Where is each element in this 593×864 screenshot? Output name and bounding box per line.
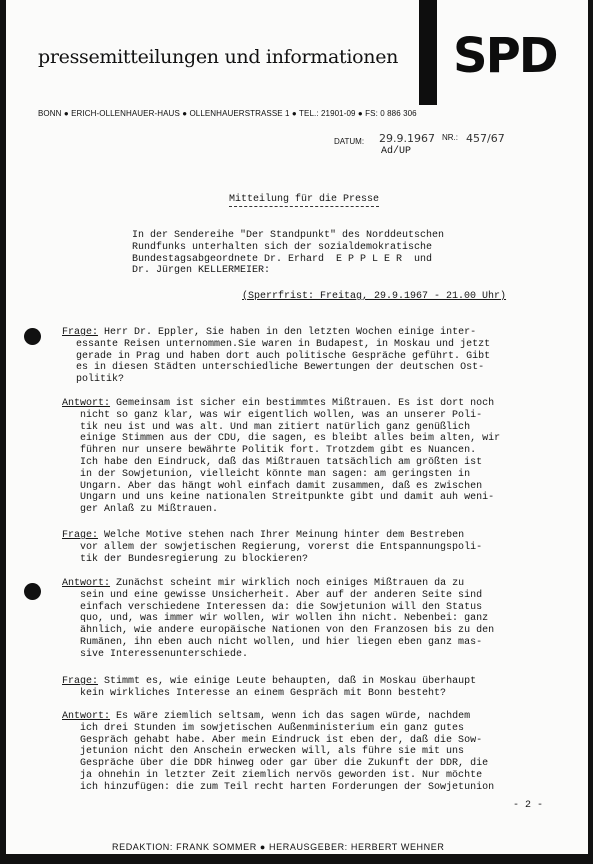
question-label: Frage:: [62, 530, 99, 541]
svg-text:SPD: SPD: [453, 28, 557, 84]
text-line: Ungarn. Aber das hängt wohl einfach damit zusammen, daß es zwischen: [80, 480, 483, 492]
text-line: Gespräch gehabt habe. Aber mein Eindruck ist eben der, daß die Sow-: [80, 734, 483, 746]
text-line: ähnlich, wie andere europäische Nationen von den Franzosen bis zu den: [80, 625, 495, 637]
text-line: essante Reisen unternommen.Sie waren in Budapest, in Moskau und jetzt: [76, 338, 491, 350]
text-line: tik der Bundesregierung zu blockieren?: [80, 553, 309, 565]
intro-line: In der Sendereihe "Der Standpunkt" des Norddeutschen: [132, 230, 445, 241]
text-line: es in diesen Städten unterschiedliche Bewertungen der deutschen Ost-: [76, 362, 485, 374]
scan-border-bottom: [0, 854, 593, 864]
answer-label: Antwort:: [62, 578, 111, 589]
answer-label: Antwort:: [62, 711, 111, 722]
nr-value: 457/67: [466, 132, 505, 145]
text-line: ich hinzufügen: die zum Teil recht harten Forderungen der Sowjetunion: [80, 781, 495, 793]
embargo-note: [242, 291, 506, 303]
question-block: [62, 327, 490, 386]
scan-border-right: [588, 0, 593, 864]
text-line: Zunächst scheint mir wirklich noch einiges Mißtrauen da zu: [110, 578, 465, 589]
text-line: quo, und, was immer wir wollen, wir wollen ihn nicht. Nebenbei: ganz: [80, 613, 489, 625]
text-line: gerade in Prag und haben dort auch politische Gespräche geführt. Gibt: [76, 350, 491, 362]
answer-block: [62, 711, 494, 794]
text-line: kein wirkliches Interesse an einem Gespräch mit Bonn besteht?: [80, 687, 447, 699]
answer-block: [62, 578, 494, 661]
text-line: sein und eine gewisse Unsicherheit. Aber auf der anderen Seite sind: [80, 589, 483, 601]
text-line: ger Anlaß zu Mißtrauen.: [80, 504, 219, 516]
text-line: Rumänen, ihn eben auch nicht wollen, und hier liegen eben ganz mas-: [80, 636, 483, 648]
footer-credits: REDAKTION: FRANK SOMMER ● HERAUSGEBER: HERBERT WEHNER: [112, 842, 445, 852]
intro-line: Bundestagsabgeordnete Dr. Erhard E P P L E R und: [132, 253, 433, 265]
masthead-bar: [419, 0, 437, 105]
nr-label: NR.:: [442, 133, 458, 142]
question-block: [62, 530, 482, 565]
text-line: Es wäre ziemlich seltsam, wenn ich das sagen würde, nachdem: [110, 711, 471, 722]
answer-block: [62, 398, 500, 516]
text-line: nicht so ganz klar, was wir eigentlich wollen, was an unserer Poli-: [80, 409, 483, 421]
text-line: tik neu ist und was alt. Und man zitiert natürlich ganz genüßlich: [80, 421, 471, 433]
punch-hole: [24, 583, 41, 600]
text-line: Herr Dr. Eppler, Sie haben in den letzten Wochen einige inter-: [98, 327, 477, 338]
intro-paragraph: [132, 230, 444, 277]
text-line: Ich habe den Eindruck, daß das Mißtrauen tatsächlich am größten ist: [80, 456, 483, 468]
text-line: jetunion nicht den Anschein erwecken will, als führe sie mit uns: [80, 746, 465, 758]
document-title-text: Mitteilung für die Presse: [229, 194, 380, 205]
reference-code: Ad/UP: [381, 146, 412, 157]
datum-label: DATUM:: [334, 137, 365, 146]
text-line: Gemeinsam ist sicher ein bestimmtes Mißtrauen. Es ist dort noch: [110, 398, 495, 409]
address-line: BONN ● ERICH-OLLENHAUER-HAUS ● OLLENHAUERSTRASSE 1 ● TEL.: 21901-09 ● FS: 0 886 306: [38, 109, 417, 118]
answer-label: Antwort:: [62, 398, 111, 409]
question-label: Frage:: [62, 676, 99, 687]
text-line: in der Sowjetunion, vielleicht könnte man sagen: am geringsten in: [80, 468, 471, 480]
datum-value: 29.9.1967: [379, 132, 435, 145]
punch-hole: [24, 328, 41, 345]
question-block: [62, 676, 476, 700]
text-line: sive Interessenunterschiede.: [80, 648, 249, 660]
text-line: ich drei Stunden im sowjetischen Außenministerium ein ganz gutes: [80, 722, 465, 734]
page-marker: - 2 -: [513, 800, 544, 811]
intro-line: Rundfunks unterhalten sich der sozialdemokratische: [132, 241, 433, 253]
spd-logo: [447, 20, 567, 86]
text-line: politik?: [76, 374, 125, 386]
text-line: einige Stimmen aus der CDU, die sagen, es bleibt alles beim alten, wir: [80, 433, 501, 445]
text-line: einfach verschiedene Interessen da: die Sowjetunion will den Status: [80, 601, 483, 613]
intro-line: Dr. Jürgen KELLERMEIER:: [132, 265, 271, 277]
embargo-text: (Sperrfrist: Freitag, 29.9.1967 - 21.00 Uhr): [242, 291, 507, 302]
question-label: Frage:: [62, 327, 99, 338]
masthead-title: pressemitteilungen und informationen: [38, 46, 399, 68]
text-line: ja ohnehin in letzter Zeit ziemlich nervös geworden ist. Nur möchte: [80, 769, 483, 781]
text-line: Ungarn und uns keine nationalen Streitpunkte gibt und damit auh weni-: [80, 492, 495, 504]
text-line: vor allem der sowjetischen Regierung, vorerst die Entspannungspoli-: [80, 541, 483, 553]
text-line: Gespräche über die DDR hinweg oder gar über die Zukunft der DDR, die: [80, 758, 489, 770]
text-line: Stimmt es, wie einige Leute behaupten, daß in Moskau überhaupt: [98, 676, 477, 687]
text-line: führen nur unsere bewährte Politik fort. Trotzdem gibt es Nuancen.: [80, 445, 477, 457]
scan-border-left: [0, 0, 6, 864]
text-line: Welche Motive stehen nach Ihrer Meinung hinter dem Bestreben: [98, 530, 465, 541]
document-title: [229, 194, 379, 206]
